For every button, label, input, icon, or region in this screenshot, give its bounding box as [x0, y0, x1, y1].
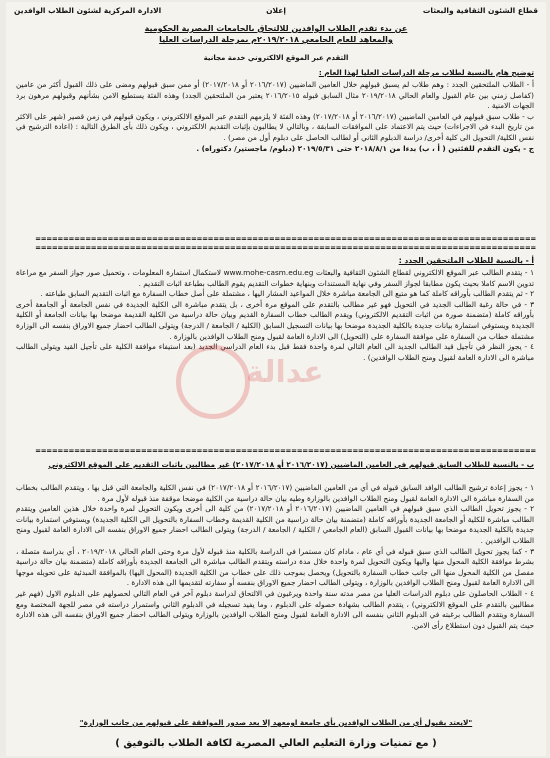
- closing-wishes: ( مع تمنيات وزارة التعليم العالي المصرية لكافة الطلاب بالتوفيق ): [115, 738, 437, 749]
- title-line-2: والمعاهد للعام الجامعي ٢٠١٩/٢٠١٨م بمرحلة الدراسات العليا: [159, 35, 393, 44]
- section-a-item-2: ٢ - ثم يتقدم الطالب بأوراقه كاملة كما هو متبع الى الجامعة مباشرة خلال المواعيد المشار اليها ، مشتملة على أصل خطاب السفارة مع اثبات التقديم السابق طباعته .: [40, 289, 534, 299]
- intro-heading: توضيح هام بالنسبة لطلاب مرحلة الدراسات العليا لهذا العام :: [318, 68, 534, 77]
- section-a-title: أ - بالنسبة للطلاب الملتحقين الجدد :: [398, 256, 534, 265]
- title-line-3: التقدم عبر الموقع الالكتروني خدمة مجانية: [203, 54, 349, 62]
- header-sector: قطاع الشئون الثقافية والبعثات: [422, 6, 538, 15]
- intro-paragraphs: [16, 80, 534, 154]
- paragraph-c: ج - يكون التقدم للفئتين ( أ ، ب) بدءا من ٢٠١٨/٨/١ حتى ٢٠١٩/٥/٣١ (دبلوم/ ماجستير/ دكتوراه) .: [196, 143, 534, 153]
- title-line-1: عن بدء تقدم الطلاب الوافدين للالتحاق بالجامعات المصرية الحكومية: [144, 24, 408, 33]
- separator-top-2: ==========================================================================================: [35, 244, 536, 252]
- header-admin: الادارة المركزية لشئون الطلاب الوافدين: [14, 6, 162, 15]
- section-a-body: [16, 268, 534, 363]
- document-header: [14, 6, 538, 18]
- watermark-logo: عدالة: [166, 337, 376, 417]
- paragraph-a: أ - الطلاب الملتحقين الجدد : وهم طلاب لم يسبق قبولهم خلال العامين الماضيين (٢٠١٦/٢٠١٧ أو ٢٠١٧/٢٠١٨) أو ممن سبق قبولهم ومضى على ذلك القبول أكثر من عامين (كفاصل زمني بين عام القبول والعام الحالي ٢٠١٩/٢٠١٨ مثال السابق قبوله ٢٠١٦/٢٠١٥ يعتبر من الملتحقين الجدد) وهذه الفئة يستطيع الامن بشأنهم وقبولهم مرهون برد الجهات الامنية .: [16, 80, 534, 111]
- section-a-item-4: ٤ - يجوز النظر في تأجيل قيد الطالب الجديد الى العام التالي لمرة واحدة فقط قبل بدء العام الدراسي الجديد (بعد استيفاء موافقة الكلية على تأجيل القيد ويتولى الطالب مباشرة الى الادارة العامة لقبول ومنح الطلاب الوافدين) .: [16, 342, 534, 362]
- section-b-title: ب - بالنسبة للطلاب السابق قبولهم في العامين الماضيين (٢٠١٦/٢٠١٧ أو ٢٠١٧/٢٠١٨) غير مطالبين باثبات التقديم على الموقع الالكتروني: [48, 460, 534, 469]
- approval-notice: "لايعتد بقبول أي من الطلاب الوافدين بأى جامعة اومعهد إلا بعد صدور الموافقة على قبولهم من جانب الوزارة": [79, 718, 473, 727]
- section-b-body: [16, 483, 534, 631]
- section-b-item-4: ٤ - الطلاب الحاصلون على دبلوم الدراسات العليا من مصر مدته سنة واحدة ويرغبون في الالتحاق لدراسة دبلوم آخر في العام التالي لحصولهم على الدبلوم الاول (فهم غير مطالبين بالتقدم على الموقع الالكتروني) ، يتقدم الطالب بشهادة حصوله على الدبلوم ، وما يفيد تسجيله في الدبلوم الثاني واستمرار دراسته في مصر للجهة المختصة ومع السفارة ويتقدم الطالب برغبته في الدبلوم الثاني بنفسه الى الادارة العامة لقبول ومنح الطلاب الوافدين بالوزارة ويتولى الطالب احضار جميع الاوراق بنفسه الى هذه الادارة حيث يتم القبول دون استطلاع رأى الامن.: [16, 588, 534, 630]
- section-b-item-1: ١ - يجوز إعادة ترشيح الطالب الوافد السابق قبوله في أي من العامين الماضيين (٢٠١٦/٢٠١٧ أو ٢٠١٧/٢٠١٨) في نفس الكلية والجامعة التي قبل بها ، ويتقدم الطالب بخطاب من السفارة مباشرة الى الادارة العامة لقبول ومنح الطلاب الوافدين بالوزارة وطيه بيان حالة دراسية من الكلية موضحا موقفة منذ قبوله لأول مرة .: [16, 483, 534, 503]
- paragraph-b: ب - طلاب سبق قبولهم في العامين الماضيين (٢٠١٦/٢٠١٧ أو ٢٠١٧/٢٠١٨) وهذه الفئة لا يلزمهم التقدم عبر الموقع الالكتروني ، ويكون قبولهم في زمن قصير (شهر على الاكثر من تاريخ البدء في الاجراءات) حيث يتم الاعتماد على الموافقات السابقة ، وبالتالي لا يطالبون بإثبات التقديم الالكتروني ، ويكون ذلك بأى الطرق التالية : (اعادة الترشيح في نفس الكلية/ التحويل الى كلية أخرى/ دراسة الدبلوم الثاني أو لطالب الحاصل على دبلوم أول من مصر) .: [16, 111, 534, 142]
- document-page: [6, 2, 546, 756]
- separator-mid: ==========================================================================================: [35, 447, 536, 455]
- section-a-item-1: ١ - يتقدم الطالب عبر الموقع الالكتروني لقطاع الشئون الثقافية والبعثات www.mohe-casm.edu.eg لاستكمال استمارة المعلومات ، وتحميل صور جواز السفر مع مراعاة تدوين الاسم كاملا بحيث يكون مطابقا لجواز السفر وفي نهاية المستندات وبنهاية خطوات التقديم يقوم الطالب بطباعة اثبات التقديم .: [16, 268, 534, 288]
- separator-top: ==========================================================================================: [35, 235, 536, 243]
- header-announcement: إعلان: [266, 6, 286, 15]
- section-a-item-3: ٣ - في حالة رغبة الطالب الجديد في التحويل فهو غير مطالب بالتقدم على الموقع مرة أخرى ، بل يتقدم مباشرة الى الكلية الجديدة في نفس الجامعة أو الجامعة أخرى بأوراقه كاملة (متضمنة صورة من اثبات التقديم الالكتروني) ويقدم الطالب خطاب السفارة القديم وبيان حالة دراسية من الكلية القديمة موضحا بها بيانات الجامعة أو الكلية الجديدة ويستوفي استمارة بيانات جديدة بالكلية الجديدة موضحا بها بيانات التسجيل السابق (الكلية / الجامعة / الدرجة) ويتولى الطالب احضار جميع الاوراق بنفسه الى الوزارة مشتملة خطاب من السفارة على موافقة السفارة على (التحويل) الى الادارة العامة لقبول ومنح الطلاب الوافدين بالوزارة .: [16, 299, 534, 341]
- section-b-item-2: ٢ - يجوز تحويل الطالب الذي سبق قبولهم في العامين الماضيين (٢٠١٦/٢٠١٧ أو ٢٠١٧/٢٠١٨) من كلية الى أخرى ويكون التحويل لمرة واحدة خلال هذين العامين ويتقدم الطالب مباشرة للكلية أو الجامعة الجديدة بأوراقه كاملة (متضمنة بيان حالة دراسية من الكلية القديمة وخطاب السفارة بالتحويل الى الكلية الجديدة) ويستوفي استمارة بيانات جديدة بالكلية الجديدة موضحا بها بيانات القبول السابق (العام الجامعي / الكلية / الجامعة / الدرجة) ويتولى الطالب احضار جميع الاوراق بنفسه الى الادارة العامة لقبول ومنح الطلاب الوافدين .: [16, 504, 534, 545]
- section-b-item-3: ٣ - كما يجوز تحويل الطالب الذي سبق قبوله في أي عام ، مادام كان مستمرا في الدراسة بالكلية منذ قبوله لأول مرة وحتى العام الحالي ٢٠١٩/٢٠١٨ ، أي بدراسة متصلة ، بشرط موافقة الكلية المحول منها واليها ويكون التحويل لمرة واحدة خلال مدة دراسته ويتقدم الطالب مباشرة الى الجامعة الجديدة بأوراقه كاملة (متضمنة بيان حالة دراسية مفصل من الكلية المحول منها الى جانب خطاب السفارة بالتحويل) ويحصل بموجب ذلك على خطاب من الكلية الجديدة (المحول اليها) بالموافقة المبدئية على تحويله موجها الى الادارة العامة لقبول ومنح الطلاب الوافدين بالوزارة ، ويتولى الطالب احضار جميع الاوراق بنفسه أو سفارته لتقديمها الى هذه الادارة .: [16, 546, 534, 588]
